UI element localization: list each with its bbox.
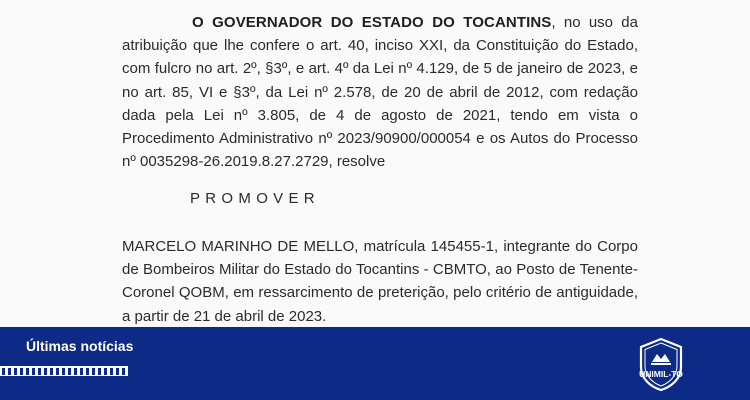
logo-text: UNIMIL-TO	[639, 369, 683, 379]
decree-intro-text: , no uso da atribuição que lhe confere o art. 40, inciso XXI, da Constituição do Estado, com fulcro no art. 2º, §3º, e art. 4º da Lei nº 4.129, de 5 de janeiro de 2023, e no art. 85, VI e §3º, da Lei nº 2.578, de 20 de abril de 2012, com redação dada pela Lei nº 3.805, de 4 de agosto de 2021, tendo em vista o Procedimento Administrativo nº 2023/90900/000054 e os Autos do Processo nº 0035298-26.2019.8.27.2729, resolve	[122, 14, 638, 171]
decree-body-paragraph: MARCELO MARINHO DE MELLO, matrícula 145455-1, integrante do Corpo de Bombeiros Militar do Estado do Tocantins - CBMTO, ao Posto de Tenente-Coronel QOBM, em ressarcimento de preterição, pelo critério de antiguidade, a partir de 21 de abril de 2023.	[122, 238, 638, 325]
latest-news-label[interactable]: Últimas notícias	[26, 338, 134, 354]
decree-heading: O GOVERNADOR DO ESTADO DO TOCANTINS	[192, 14, 552, 31]
news-footer-bar	[0, 327, 750, 400]
news-ticker-bar	[0, 366, 128, 376]
unimil-logo[interactable]	[637, 337, 685, 391]
decree-intro-paragraph	[122, 11, 638, 173]
decree-action: PROMOVER	[190, 190, 320, 207]
unimil-shield-icon	[637, 337, 685, 391]
